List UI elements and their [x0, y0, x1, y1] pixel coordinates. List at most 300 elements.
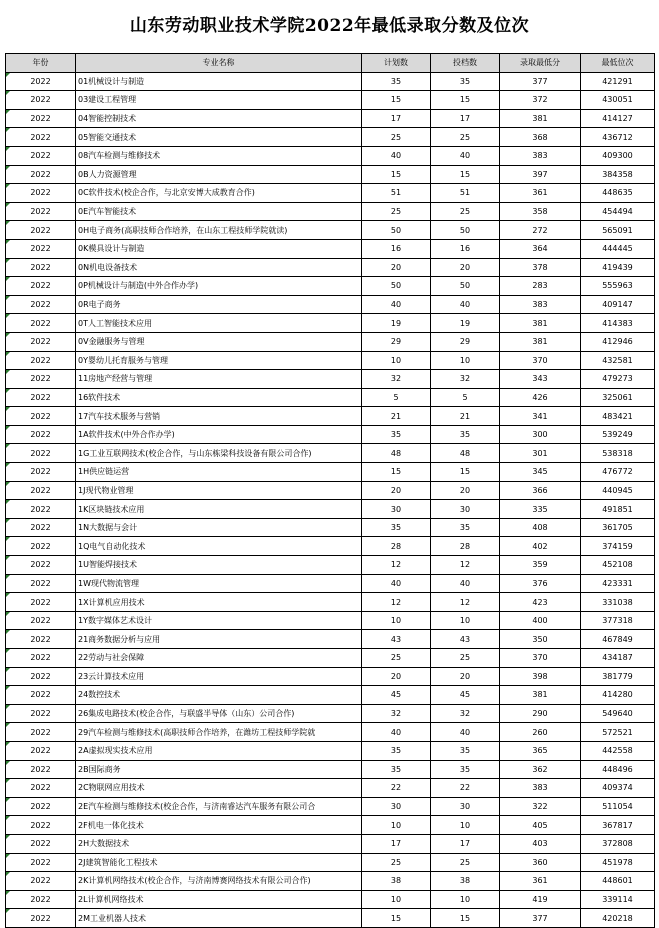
- cell-min-score: 350: [500, 630, 581, 649]
- table-row: [6, 686, 655, 705]
- cell-min-score: 423: [500, 593, 581, 612]
- table-row: [6, 277, 655, 296]
- table-row: [6, 593, 655, 612]
- cell-min-rank: 412946: [581, 332, 655, 351]
- cell-filed: 15: [431, 165, 500, 184]
- cell-min-rank: 384358: [581, 165, 655, 184]
- cell-year: 2022: [6, 146, 76, 165]
- table-row: [6, 909, 655, 928]
- table-row: [6, 332, 655, 351]
- table-row: [6, 667, 655, 686]
- table-row: [6, 630, 655, 649]
- cell-year: 2022: [6, 779, 76, 798]
- cell-filed: 51: [431, 184, 500, 203]
- cell-major: 2J建筑智能化工程技术: [76, 853, 362, 872]
- cell-min-rank: 414383: [581, 314, 655, 333]
- cell-min-rank: 572521: [581, 723, 655, 742]
- cell-min-score: 381: [500, 314, 581, 333]
- table-row: [6, 388, 655, 407]
- cell-filed: 32: [431, 704, 500, 723]
- cell-major: 1K区块链技术应用: [76, 500, 362, 519]
- cell-min-rank: 538318: [581, 444, 655, 463]
- cell-major: 0P机械设计与制造(中外合作办学): [76, 277, 362, 296]
- cell-min-score: 260: [500, 723, 581, 742]
- cell-major: 1U智能焊接技术: [76, 556, 362, 575]
- table-row: [6, 370, 655, 389]
- cell-filed: 35: [431, 741, 500, 760]
- cell-plan: 17: [362, 109, 431, 128]
- cell-plan: 48: [362, 444, 431, 463]
- cell-major: 22劳动与社会保障: [76, 649, 362, 668]
- cell-year: 2022: [6, 723, 76, 742]
- cell-plan: 35: [362, 518, 431, 537]
- cell-year: 2022: [6, 611, 76, 630]
- cell-year: 2022: [6, 909, 76, 928]
- table-row: [6, 314, 655, 333]
- cell-filed: 16: [431, 239, 500, 258]
- table-row: [6, 816, 655, 835]
- cell-filed: 29: [431, 332, 500, 351]
- cell-plan: 40: [362, 723, 431, 742]
- cell-min-score: 370: [500, 351, 581, 370]
- table-row: [6, 295, 655, 314]
- cell-major: 1A软件技术(中外合作办学): [76, 425, 362, 444]
- cell-plan: 20: [362, 258, 431, 277]
- cell-major: 04智能控制技术: [76, 109, 362, 128]
- cell-filed: 43: [431, 630, 500, 649]
- cell-min-rank: 414127: [581, 109, 655, 128]
- cell-filed: 25: [431, 202, 500, 221]
- header-filed: 投档数: [431, 54, 500, 73]
- cell-major: 0V金融服务与管理: [76, 332, 362, 351]
- cell-major: 2K计算机网络技术(校企合作，与济南博赛网络技术有限公司合作): [76, 872, 362, 891]
- table-row: [6, 202, 655, 221]
- cell-filed: 35: [431, 760, 500, 779]
- cell-filed: 45: [431, 686, 500, 705]
- cell-filed: 20: [431, 258, 500, 277]
- cell-min-score: 383: [500, 295, 581, 314]
- header-min-rank: 最低位次: [581, 54, 655, 73]
- cell-year: 2022: [6, 165, 76, 184]
- cell-min-rank: 414280: [581, 686, 655, 705]
- cell-plan: 20: [362, 667, 431, 686]
- cell-plan: 35: [362, 72, 431, 91]
- cell-year: 2022: [6, 128, 76, 147]
- cell-major: 0B人力资源管理: [76, 165, 362, 184]
- cell-major: 08汽车检测与维修技术: [76, 146, 362, 165]
- cell-year: 2022: [6, 574, 76, 593]
- table-row: [6, 611, 655, 630]
- cell-min-rank: 372808: [581, 834, 655, 853]
- cell-filed: 20: [431, 481, 500, 500]
- cell-year: 2022: [6, 109, 76, 128]
- cell-min-rank: 444445: [581, 239, 655, 258]
- cell-min-score: 377: [500, 909, 581, 928]
- cell-min-score: 361: [500, 184, 581, 203]
- cell-filed: 25: [431, 128, 500, 147]
- cell-filed: 40: [431, 723, 500, 742]
- cell-year: 2022: [6, 221, 76, 240]
- cell-plan: 40: [362, 146, 431, 165]
- cell-min-rank: 448601: [581, 872, 655, 891]
- cell-year: 2022: [6, 741, 76, 760]
- cell-major: 17汽车技术服务与营销: [76, 407, 362, 426]
- cell-major: 0T人工智能技术应用: [76, 314, 362, 333]
- cell-major: 05智能交通技术: [76, 128, 362, 147]
- cell-min-score: 403: [500, 834, 581, 853]
- cell-min-rank: 442558: [581, 741, 655, 760]
- cell-min-score: 370: [500, 649, 581, 668]
- cell-major: 0C软件技术(校企合作，与北京安博大成教育合作): [76, 184, 362, 203]
- cell-year: 2022: [6, 630, 76, 649]
- cell-year: 2022: [6, 518, 76, 537]
- cell-min-score: 322: [500, 797, 581, 816]
- cell-plan: 15: [362, 909, 431, 928]
- cell-filed: 38: [431, 872, 500, 891]
- cell-year: 2022: [6, 537, 76, 556]
- cell-min-score: 381: [500, 686, 581, 705]
- cell-plan: 35: [362, 425, 431, 444]
- cell-min-score: 361: [500, 872, 581, 891]
- cell-year: 2022: [6, 500, 76, 519]
- cell-major: 29汽车检测与维修技术(高职技师合作培养，在潍坊工程技师学院就: [76, 723, 362, 742]
- cell-plan: 19: [362, 314, 431, 333]
- cell-year: 2022: [6, 797, 76, 816]
- cell-filed: 35: [431, 425, 500, 444]
- table-row: [6, 407, 655, 426]
- table-row: [6, 146, 655, 165]
- cell-min-rank: 434187: [581, 649, 655, 668]
- table-row: [6, 184, 655, 203]
- cell-filed: 28: [431, 537, 500, 556]
- table-row: [6, 425, 655, 444]
- cell-min-score: 366: [500, 481, 581, 500]
- cell-year: 2022: [6, 667, 76, 686]
- cell-major: 2C物联网应用技术: [76, 779, 362, 798]
- cell-plan: 21: [362, 407, 431, 426]
- table-row: [6, 834, 655, 853]
- cell-min-rank: 409374: [581, 779, 655, 798]
- cell-min-score: 408: [500, 518, 581, 537]
- cell-filed: 30: [431, 500, 500, 519]
- header-plan: 计划数: [362, 54, 431, 73]
- cell-plan: 12: [362, 593, 431, 612]
- cell-plan: 43: [362, 630, 431, 649]
- cell-filed: 21: [431, 407, 500, 426]
- cell-min-rank: 419439: [581, 258, 655, 277]
- table-row: [6, 500, 655, 519]
- table-row: [6, 351, 655, 370]
- cell-year: 2022: [6, 760, 76, 779]
- cell-plan: 50: [362, 277, 431, 296]
- cell-min-score: 300: [500, 425, 581, 444]
- cell-min-score: 343: [500, 370, 581, 389]
- cell-major: 0Y婴幼儿托育服务与管理: [76, 351, 362, 370]
- cell-major: 2M工业机器人技术: [76, 909, 362, 928]
- cell-year: 2022: [6, 91, 76, 110]
- cell-min-score: 419: [500, 890, 581, 909]
- cell-min-score: 397: [500, 165, 581, 184]
- table-row: [6, 853, 655, 872]
- table-row: [6, 165, 655, 184]
- cell-year: 2022: [6, 556, 76, 575]
- cell-plan: 25: [362, 649, 431, 668]
- table-row: [6, 481, 655, 500]
- cell-filed: 40: [431, 295, 500, 314]
- cell-filed: 15: [431, 91, 500, 110]
- cell-major: 16软件技术: [76, 388, 362, 407]
- cell-year: 2022: [6, 816, 76, 835]
- cell-year: 2022: [6, 407, 76, 426]
- cell-year: 2022: [6, 239, 76, 258]
- cell-filed: 10: [431, 816, 500, 835]
- cell-major: 1N大数据与会计: [76, 518, 362, 537]
- cell-min-score: 290: [500, 704, 581, 723]
- cell-major: 1G工业互联网技术(校企合作，与山东栋梁科技设备有限公司合作): [76, 444, 362, 463]
- cell-year: 2022: [6, 277, 76, 296]
- cell-min-score: 400: [500, 611, 581, 630]
- table-row: [6, 537, 655, 556]
- cell-year: 2022: [6, 686, 76, 705]
- cell-filed: 50: [431, 221, 500, 240]
- cell-min-rank: 430051: [581, 91, 655, 110]
- cell-plan: 35: [362, 760, 431, 779]
- cell-major: 1Y数字媒体艺术设计: [76, 611, 362, 630]
- cell-min-score: 381: [500, 332, 581, 351]
- cell-year: 2022: [6, 184, 76, 203]
- header-major: 专业名称: [76, 54, 362, 73]
- cell-min-rank: 448496: [581, 760, 655, 779]
- cell-min-rank: 565091: [581, 221, 655, 240]
- cell-major: 2A虚拟现实技术应用: [76, 741, 362, 760]
- cell-min-rank: 420218: [581, 909, 655, 928]
- cell-filed: 40: [431, 574, 500, 593]
- cell-major: 0H电子商务(高职技师合作培养，在山东工程技师学院就读): [76, 221, 362, 240]
- cell-filed: 17: [431, 834, 500, 853]
- cell-min-score: 398: [500, 667, 581, 686]
- cell-year: 2022: [6, 853, 76, 872]
- table-row: [6, 221, 655, 240]
- cell-year: 2022: [6, 444, 76, 463]
- cell-min-score: 345: [500, 463, 581, 482]
- cell-filed: 25: [431, 853, 500, 872]
- cell-plan: 29: [362, 332, 431, 351]
- cell-plan: 20: [362, 481, 431, 500]
- cell-plan: 38: [362, 872, 431, 891]
- cell-min-rank: 325061: [581, 388, 655, 407]
- cell-filed: 35: [431, 72, 500, 91]
- cell-min-rank: 452108: [581, 556, 655, 575]
- cell-plan: 45: [362, 686, 431, 705]
- cell-min-score: 362: [500, 760, 581, 779]
- cell-filed: 20: [431, 667, 500, 686]
- cell-min-score: 377: [500, 72, 581, 91]
- cell-major: 0R电子商务: [76, 295, 362, 314]
- table-row: [6, 872, 655, 891]
- cell-year: 2022: [6, 202, 76, 221]
- cell-year: 2022: [6, 481, 76, 500]
- cell-min-score: 358: [500, 202, 581, 221]
- cell-min-rank: 467849: [581, 630, 655, 649]
- cell-plan: 40: [362, 574, 431, 593]
- cell-year: 2022: [6, 872, 76, 891]
- cell-filed: 12: [431, 593, 500, 612]
- cell-min-score: 301: [500, 444, 581, 463]
- cell-min-score: 360: [500, 853, 581, 872]
- cell-filed: 10: [431, 611, 500, 630]
- cell-min-rank: 511054: [581, 797, 655, 816]
- cell-major: 01机械设计与制造: [76, 72, 362, 91]
- cell-major: 2H大数据技术: [76, 834, 362, 853]
- table-row: [6, 258, 655, 277]
- cell-min-rank: 491851: [581, 500, 655, 519]
- cell-min-rank: 454494: [581, 202, 655, 221]
- cell-min-rank: 377318: [581, 611, 655, 630]
- cell-min-rank: 331038: [581, 593, 655, 612]
- cell-year: 2022: [6, 649, 76, 668]
- cell-year: 2022: [6, 834, 76, 853]
- cell-min-score: 364: [500, 239, 581, 258]
- cell-major: 03建设工程管理: [76, 91, 362, 110]
- cell-major: 26集成电路技术(校企合作，与联盛半导体（山东）公司合作): [76, 704, 362, 723]
- cell-plan: 28: [362, 537, 431, 556]
- table-row: [6, 463, 655, 482]
- cell-plan: 51: [362, 184, 431, 203]
- cell-year: 2022: [6, 370, 76, 389]
- cell-major: 1W现代物流管理: [76, 574, 362, 593]
- cell-major: 0E汽车智能技术: [76, 202, 362, 221]
- cell-filed: 35: [431, 518, 500, 537]
- cell-plan: 15: [362, 165, 431, 184]
- cell-min-rank: 549640: [581, 704, 655, 723]
- cell-plan: 17: [362, 834, 431, 853]
- cell-filed: 10: [431, 890, 500, 909]
- cell-plan: 16: [362, 239, 431, 258]
- cell-min-rank: 409300: [581, 146, 655, 165]
- cell-plan: 50: [362, 221, 431, 240]
- cell-min-rank: 409147: [581, 295, 655, 314]
- cell-min-rank: 539249: [581, 425, 655, 444]
- cell-major: 1H供应链运营: [76, 463, 362, 482]
- cell-filed: 40: [431, 146, 500, 165]
- table-row: [6, 779, 655, 798]
- cell-plan: 25: [362, 853, 431, 872]
- cell-plan: 25: [362, 202, 431, 221]
- cell-plan: 35: [362, 741, 431, 760]
- cell-min-rank: 440945: [581, 481, 655, 500]
- cell-plan: 10: [362, 351, 431, 370]
- admission-table: [5, 53, 655, 928]
- table-row: [6, 649, 655, 668]
- cell-plan: 40: [362, 295, 431, 314]
- cell-year: 2022: [6, 388, 76, 407]
- table-row: [6, 72, 655, 91]
- table-row: [6, 723, 655, 742]
- cell-major: 1J现代物业管理: [76, 481, 362, 500]
- cell-plan: 30: [362, 500, 431, 519]
- cell-plan: 15: [362, 463, 431, 482]
- cell-major: 2E汽车检测与维修技术(校企合作，与济南睿达汽车服务有限公司合: [76, 797, 362, 816]
- cell-plan: 30: [362, 797, 431, 816]
- cell-min-rank: 361705: [581, 518, 655, 537]
- cell-year: 2022: [6, 593, 76, 612]
- cell-year: 2022: [6, 314, 76, 333]
- cell-major: 23云计算技术应用: [76, 667, 362, 686]
- cell-filed: 48: [431, 444, 500, 463]
- cell-plan: 25: [362, 128, 431, 147]
- cell-min-score: 372: [500, 91, 581, 110]
- cell-min-score: 335: [500, 500, 581, 519]
- table-row: [6, 760, 655, 779]
- cell-filed: 32: [431, 370, 500, 389]
- cell-year: 2022: [6, 351, 76, 370]
- table-row: [6, 239, 655, 258]
- cell-min-rank: 451978: [581, 853, 655, 872]
- cell-major: 1Q电气自动化技术: [76, 537, 362, 556]
- cell-min-rank: 448635: [581, 184, 655, 203]
- cell-filed: 50: [431, 277, 500, 296]
- cell-min-score: 365: [500, 741, 581, 760]
- cell-plan: 32: [362, 704, 431, 723]
- cell-filed: 15: [431, 463, 500, 482]
- cell-min-score: 383: [500, 779, 581, 798]
- cell-plan: 10: [362, 890, 431, 909]
- cell-min-score: 426: [500, 388, 581, 407]
- cell-major: 11房地产经营与管理: [76, 370, 362, 389]
- cell-plan: 5: [362, 388, 431, 407]
- cell-min-score: 359: [500, 556, 581, 575]
- table-row: [6, 91, 655, 110]
- cell-min-rank: 421291: [581, 72, 655, 91]
- cell-min-rank: 483421: [581, 407, 655, 426]
- table-header-row: [6, 54, 655, 73]
- table-row: [6, 797, 655, 816]
- cell-plan: 12: [362, 556, 431, 575]
- table-row: [6, 518, 655, 537]
- cell-plan: 10: [362, 816, 431, 835]
- cell-min-rank: 436712: [581, 128, 655, 147]
- cell-min-rank: 479273: [581, 370, 655, 389]
- table-row: [6, 556, 655, 575]
- table-row: [6, 444, 655, 463]
- table-row: [6, 741, 655, 760]
- page-title: 山东劳动职业技术学院2022年最低录取分数及位次: [129, 16, 530, 36]
- cell-min-score: 341: [500, 407, 581, 426]
- table-row: [6, 890, 655, 909]
- cell-filed: 25: [431, 649, 500, 668]
- cell-min-score: 283: [500, 277, 581, 296]
- cell-min-rank: 555963: [581, 277, 655, 296]
- cell-plan: 10: [362, 611, 431, 630]
- cell-filed: 10: [431, 351, 500, 370]
- cell-filed: 5: [431, 388, 500, 407]
- header-year: 年份: [6, 54, 76, 73]
- cell-filed: 22: [431, 779, 500, 798]
- cell-plan: 22: [362, 779, 431, 798]
- cell-min-rank: 367817: [581, 816, 655, 835]
- cell-year: 2022: [6, 890, 76, 909]
- cell-min-score: 405: [500, 816, 581, 835]
- cell-plan: 15: [362, 91, 431, 110]
- cell-major: 0N机电设备技术: [76, 258, 362, 277]
- cell-min-rank: 374159: [581, 537, 655, 556]
- table-row: [6, 704, 655, 723]
- table-row: [6, 574, 655, 593]
- cell-year: 2022: [6, 295, 76, 314]
- cell-major: 1X计算机应用技术: [76, 593, 362, 612]
- header-min-score: 录取最低分: [500, 54, 581, 73]
- cell-year: 2022: [6, 332, 76, 351]
